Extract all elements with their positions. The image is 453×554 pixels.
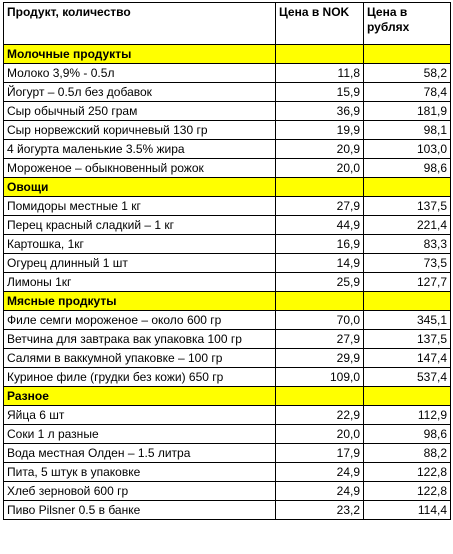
product-cell: Куриное филе (грудки без кожи) 650 гр — [4, 368, 276, 387]
price-nok-cell: 25,9 — [276, 273, 364, 292]
product-cell: Вода местная Олден – 1.5 литра — [4, 444, 276, 463]
price-rub-cell: 98,6 — [364, 159, 451, 178]
price-table — [3, 2, 451, 520]
product-cell: Яйца 6 шт — [4, 406, 276, 425]
price-nok-cell: 109,0 — [276, 368, 364, 387]
category-empty-cell — [364, 45, 451, 64]
category-name: Овощи — [4, 178, 276, 197]
table-row — [4, 216, 451, 235]
table-row — [4, 235, 451, 254]
product-cell: Сыр обычный 250 грам — [4, 102, 276, 121]
product-cell: Огурец длинный 1 шт — [4, 254, 276, 273]
category-row — [4, 45, 451, 64]
price-rub-cell: 88,2 — [364, 444, 451, 463]
table-row — [4, 425, 451, 444]
price-nok-cell: 70,0 — [276, 311, 364, 330]
product-cell: Мороженое – обыкновенный рожок — [4, 159, 276, 178]
price-nok-cell: 44,9 — [276, 216, 364, 235]
category-empty-cell — [276, 292, 364, 311]
price-nok-cell: 20,9 — [276, 140, 364, 159]
price-rub-cell: 83,3 — [364, 235, 451, 254]
table-row — [4, 83, 451, 102]
product-cell: Йогурт – 0.5л без добавок — [4, 83, 276, 102]
table-header-row — [4, 3, 451, 45]
price-nok-cell: 15,9 — [276, 83, 364, 102]
product-cell: Лимоны 1кг — [4, 273, 276, 292]
table-row — [4, 501, 451, 520]
product-cell: 4 йогурта маленькие 3.5% жира — [4, 140, 276, 159]
table-row — [4, 406, 451, 425]
product-cell: Молоко 3,9% - 0.5л — [4, 64, 276, 83]
table-row — [4, 273, 451, 292]
product-cell: Пиво Pilsner 0.5 в банке — [4, 501, 276, 520]
price-nok-cell: 24,9 — [276, 482, 364, 501]
price-nok-cell: 17,9 — [276, 444, 364, 463]
price-nok-cell: 22,9 — [276, 406, 364, 425]
product-cell: Сыр норвежский коричневый 130 гр — [4, 121, 276, 140]
price-rub-cell: 114,4 — [364, 501, 451, 520]
table-row — [4, 368, 451, 387]
table-row — [4, 349, 451, 368]
price-nok-cell: 20,0 — [276, 425, 364, 444]
price-rub-cell: 112,9 — [364, 406, 451, 425]
price-rub-cell: 221,4 — [364, 216, 451, 235]
table-row — [4, 102, 451, 121]
price-rub-cell: 137,5 — [364, 330, 451, 349]
product-cell: Помидоры местные 1 кг — [4, 197, 276, 216]
product-cell: Салями в ваккумной упаковке – 100 гр — [4, 349, 276, 368]
category-empty-cell — [364, 292, 451, 311]
table-row — [4, 482, 451, 501]
category-row — [4, 178, 451, 197]
price-nok-cell: 27,9 — [276, 197, 364, 216]
category-empty-cell — [276, 178, 364, 197]
price-nok-cell: 14,9 — [276, 254, 364, 273]
table-row — [4, 159, 451, 178]
price-rub-cell: 147,4 — [364, 349, 451, 368]
header-product: Продукт, количество — [4, 3, 276, 45]
price-nok-cell: 11,8 — [276, 64, 364, 83]
product-cell: Пита, 5 штук в упаковке — [4, 463, 276, 482]
product-cell: Картошка, 1кг — [4, 235, 276, 254]
price-rub-cell: 181,9 — [364, 102, 451, 121]
header-price-nok: Цена в NOK — [276, 3, 364, 45]
price-nok-cell: 29,9 — [276, 349, 364, 368]
price-rub-cell: 78,4 — [364, 83, 451, 102]
price-rub-cell: 537,4 — [364, 368, 451, 387]
category-row — [4, 292, 451, 311]
header-price-rub: Цена в рублях — [364, 3, 451, 45]
category-name: Мясные продкуты — [4, 292, 276, 311]
price-rub-cell: 122,8 — [364, 463, 451, 482]
category-name: Разное — [4, 387, 276, 406]
table-row — [4, 330, 451, 349]
table-row — [4, 311, 451, 330]
table-row — [4, 64, 451, 83]
product-cell: Перец красный сладкий – 1 кг — [4, 216, 276, 235]
category-name: Молочные продукты — [4, 45, 276, 64]
product-cell: Филе семги мороженое – около 600 гр — [4, 311, 276, 330]
price-rub-cell: 98,6 — [364, 425, 451, 444]
price-rub-cell: 122,8 — [364, 482, 451, 501]
price-rub-cell: 137,5 — [364, 197, 451, 216]
price-rub-cell: 98,1 — [364, 121, 451, 140]
table-row — [4, 140, 451, 159]
product-cell: Соки 1 л разные — [4, 425, 276, 444]
category-row — [4, 387, 451, 406]
category-empty-cell — [276, 387, 364, 406]
table-row — [4, 197, 451, 216]
product-cell: Хлеб зерновой 600 гр — [4, 482, 276, 501]
category-empty-cell — [364, 387, 451, 406]
price-nok-cell: 23,2 — [276, 501, 364, 520]
product-cell: Ветчина для завтрака вак упаковка 100 гр — [4, 330, 276, 349]
table-row — [4, 444, 451, 463]
price-rub-cell: 345,1 — [364, 311, 451, 330]
table-row — [4, 463, 451, 482]
price-nok-cell: 16,9 — [276, 235, 364, 254]
category-empty-cell — [364, 178, 451, 197]
category-empty-cell — [276, 45, 364, 64]
price-nok-cell: 27,9 — [276, 330, 364, 349]
price-nok-cell: 19,9 — [276, 121, 364, 140]
price-nok-cell: 36,9 — [276, 102, 364, 121]
price-rub-cell: 73,5 — [364, 254, 451, 273]
price-rub-cell: 58,2 — [364, 64, 451, 83]
price-nok-cell: 24,9 — [276, 463, 364, 482]
table-row — [4, 121, 451, 140]
price-nok-cell: 20,0 — [276, 159, 364, 178]
price-rub-cell: 103,0 — [364, 140, 451, 159]
table-row — [4, 254, 451, 273]
price-rub-cell: 127,7 — [364, 273, 451, 292]
